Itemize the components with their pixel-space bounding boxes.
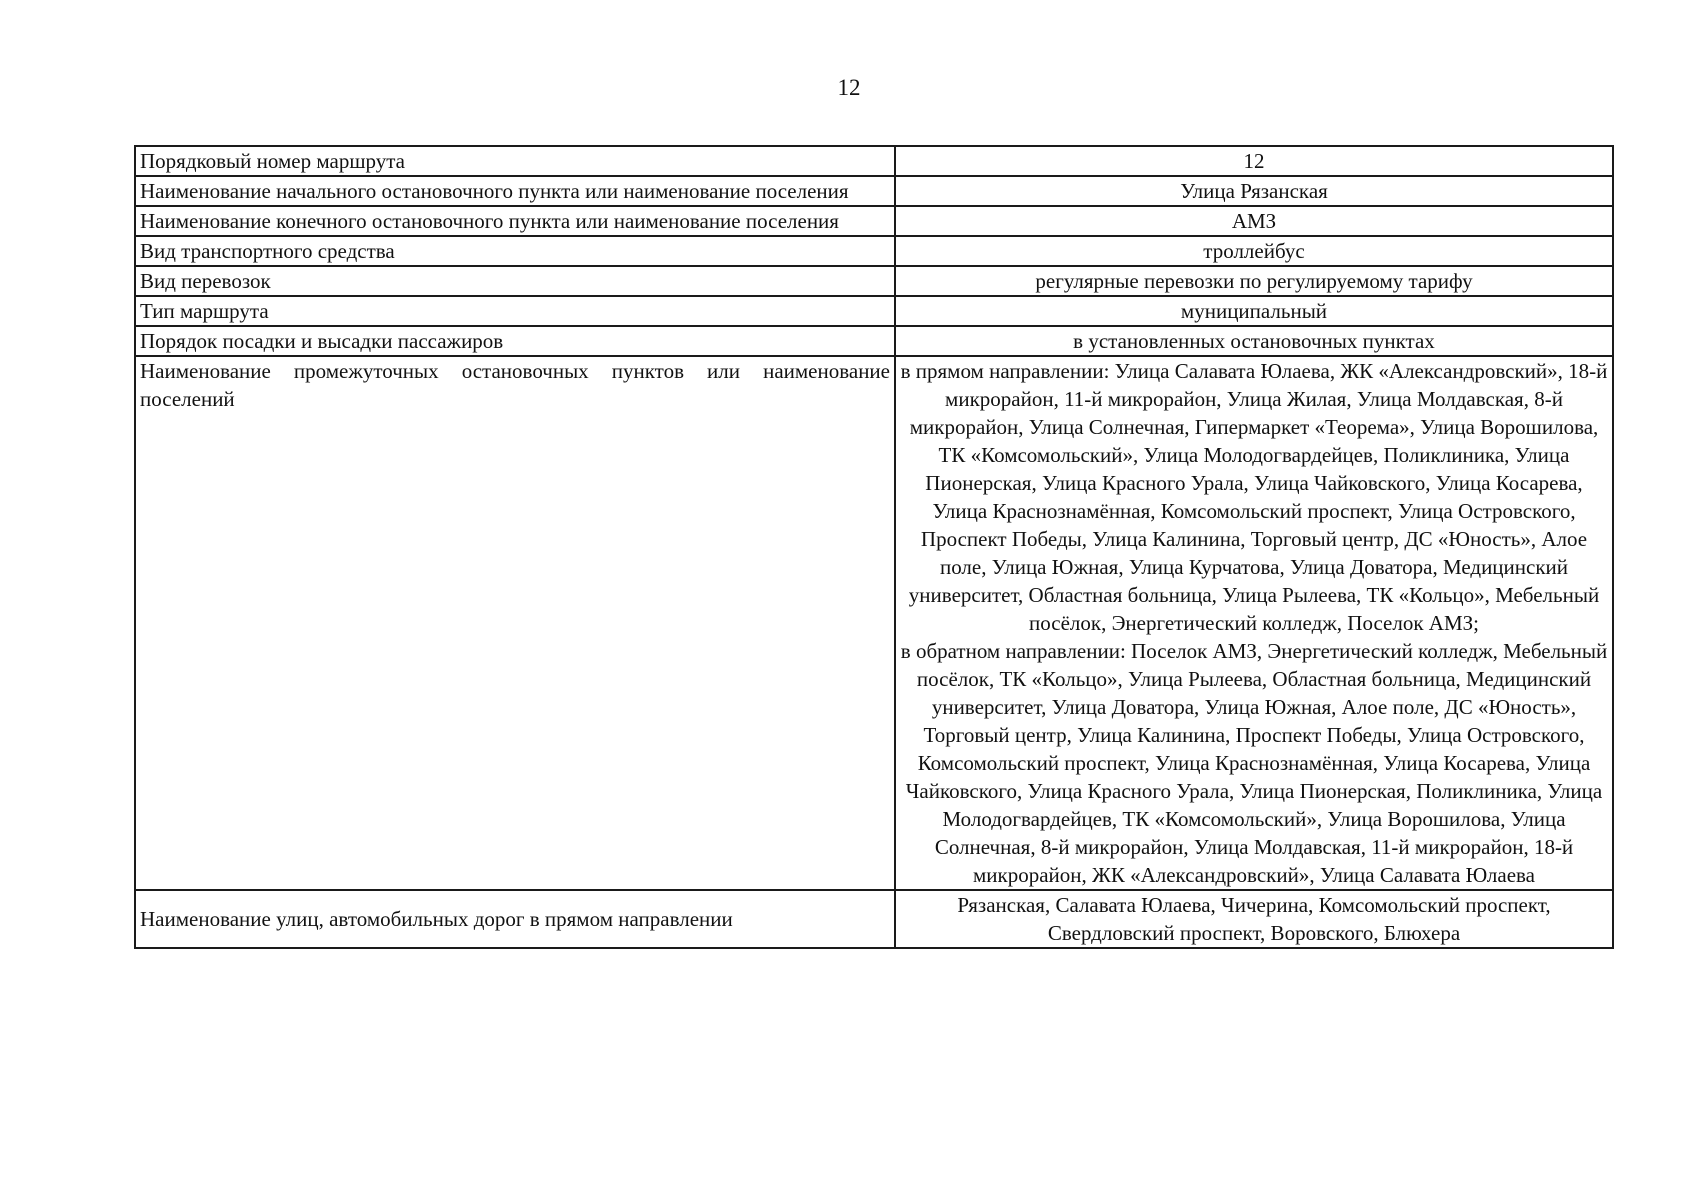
- route-number-label: Порядковый номер маршрута: [135, 146, 895, 176]
- table-row-intermediate-stops: [135, 356, 1613, 890]
- table-row-vehicle-type: [135, 236, 1613, 266]
- table-row-end-stop: [135, 206, 1613, 236]
- transport-kind-value: регулярные перевозки по регулируемому тарифу: [895, 266, 1613, 296]
- vehicle-type-label: Вид транспортного средства: [135, 236, 895, 266]
- vehicle-type-value: троллейбус: [895, 236, 1613, 266]
- table-row-boarding-order: [135, 326, 1613, 356]
- end-stop-label: Наименование конечного остановочного пункта или наименование поселения: [135, 206, 895, 236]
- start-stop-value: Улица Рязанская: [895, 176, 1613, 206]
- end-stop-value: АМЗ: [895, 206, 1613, 236]
- intermediate-stops-value: [895, 356, 1613, 890]
- reverse-direction-stops: в обратном направлении: Поселок АМЗ, Энергетический колледж, Мебельный посёлок, ТК «Кольцо», Улица Рылеева, Областная больница, Медицинский университет, Улица Доватора, Улица Южная, Алое поле, ДС «Юность», Торговый центр, Улица Калинина, Проспект Победы, Улица Островского, Комсомольский проспект, Улица Краснознамённая, Улица Косарева, Улица Чайковского, Улица Красного Урала, Улица Пионерская, Поликлиника, Улица Молодогвардейцев, ТК «Комсомольский», Улица Ворошилова, Улица Солнечная, 8-й микрорайон, Улица Молдавская, 11-й микрорайон, 18-й микрорайон, ЖК «Александровский», Улица Салавата Юлаева: [900, 639, 1608, 887]
- route-type-label: Тип маршрута: [135, 296, 895, 326]
- table-row-streets-forward: [135, 890, 1613, 948]
- table-row-start-stop: [135, 176, 1613, 206]
- intermediate-stops-label: Наименование промежуточных остановочных пунктов или наименование поселений: [135, 356, 895, 890]
- transport-kind-label: Вид перевозок: [135, 266, 895, 296]
- route-type-value: муниципальный: [895, 296, 1613, 326]
- boarding-order-label: Порядок посадки и высадки пассажиров: [135, 326, 895, 356]
- route-number-value: 12: [895, 146, 1613, 176]
- streets-forward-value: Рязанская, Салавата Юлаева, Чичерина, Комсомольский проспект, Свердловский проспект, Воровского, Блюхера: [895, 890, 1613, 948]
- boarding-order-value: в установленных остановочных пунктах: [895, 326, 1613, 356]
- route-passport-table: [134, 145, 1614, 949]
- table-row-route-number: [135, 146, 1613, 176]
- forward-direction-stops: в прямом направлении: Улица Салавата Юлаева, ЖК «Александровский», 18-й микрорайон, 11-й микрорайон, Улица Жилая, Улица Молдавская, 8-й микрорайон, Улица Солнечная, Гипермаркет «Теорема», Улица Ворошилова, ТК «Комсомольский», Улица Молодогвардейцев, Поликлиника, Улица Пионерская, Улица Красного Урала, Улица Чайковского, Улица Косарева, Улица Краснознамённая, Комсомольский проспект, Улица Островского, Проспект Победы, Улица Калинина, Торговый центр, ДС «Юность», Алое поле, Улица Южная, Улица Курчатова, Улица Доватора, Медицинский университет, Областная больница, Улица Рылеева, ТК «Кольцо», Мебельный посёлок, Энергетический колледж, Поселок АМЗ;: [900, 359, 1608, 635]
- start-stop-label: Наименование начального остановочного пункта или наименование поселения: [135, 176, 895, 206]
- streets-forward-label: Наименование улиц, автомобильных дорог в прямом направлении: [135, 890, 895, 948]
- table-row-route-type: [135, 296, 1613, 326]
- page-number: 12: [837, 75, 861, 100]
- table-row-transport-kind: [135, 266, 1613, 296]
